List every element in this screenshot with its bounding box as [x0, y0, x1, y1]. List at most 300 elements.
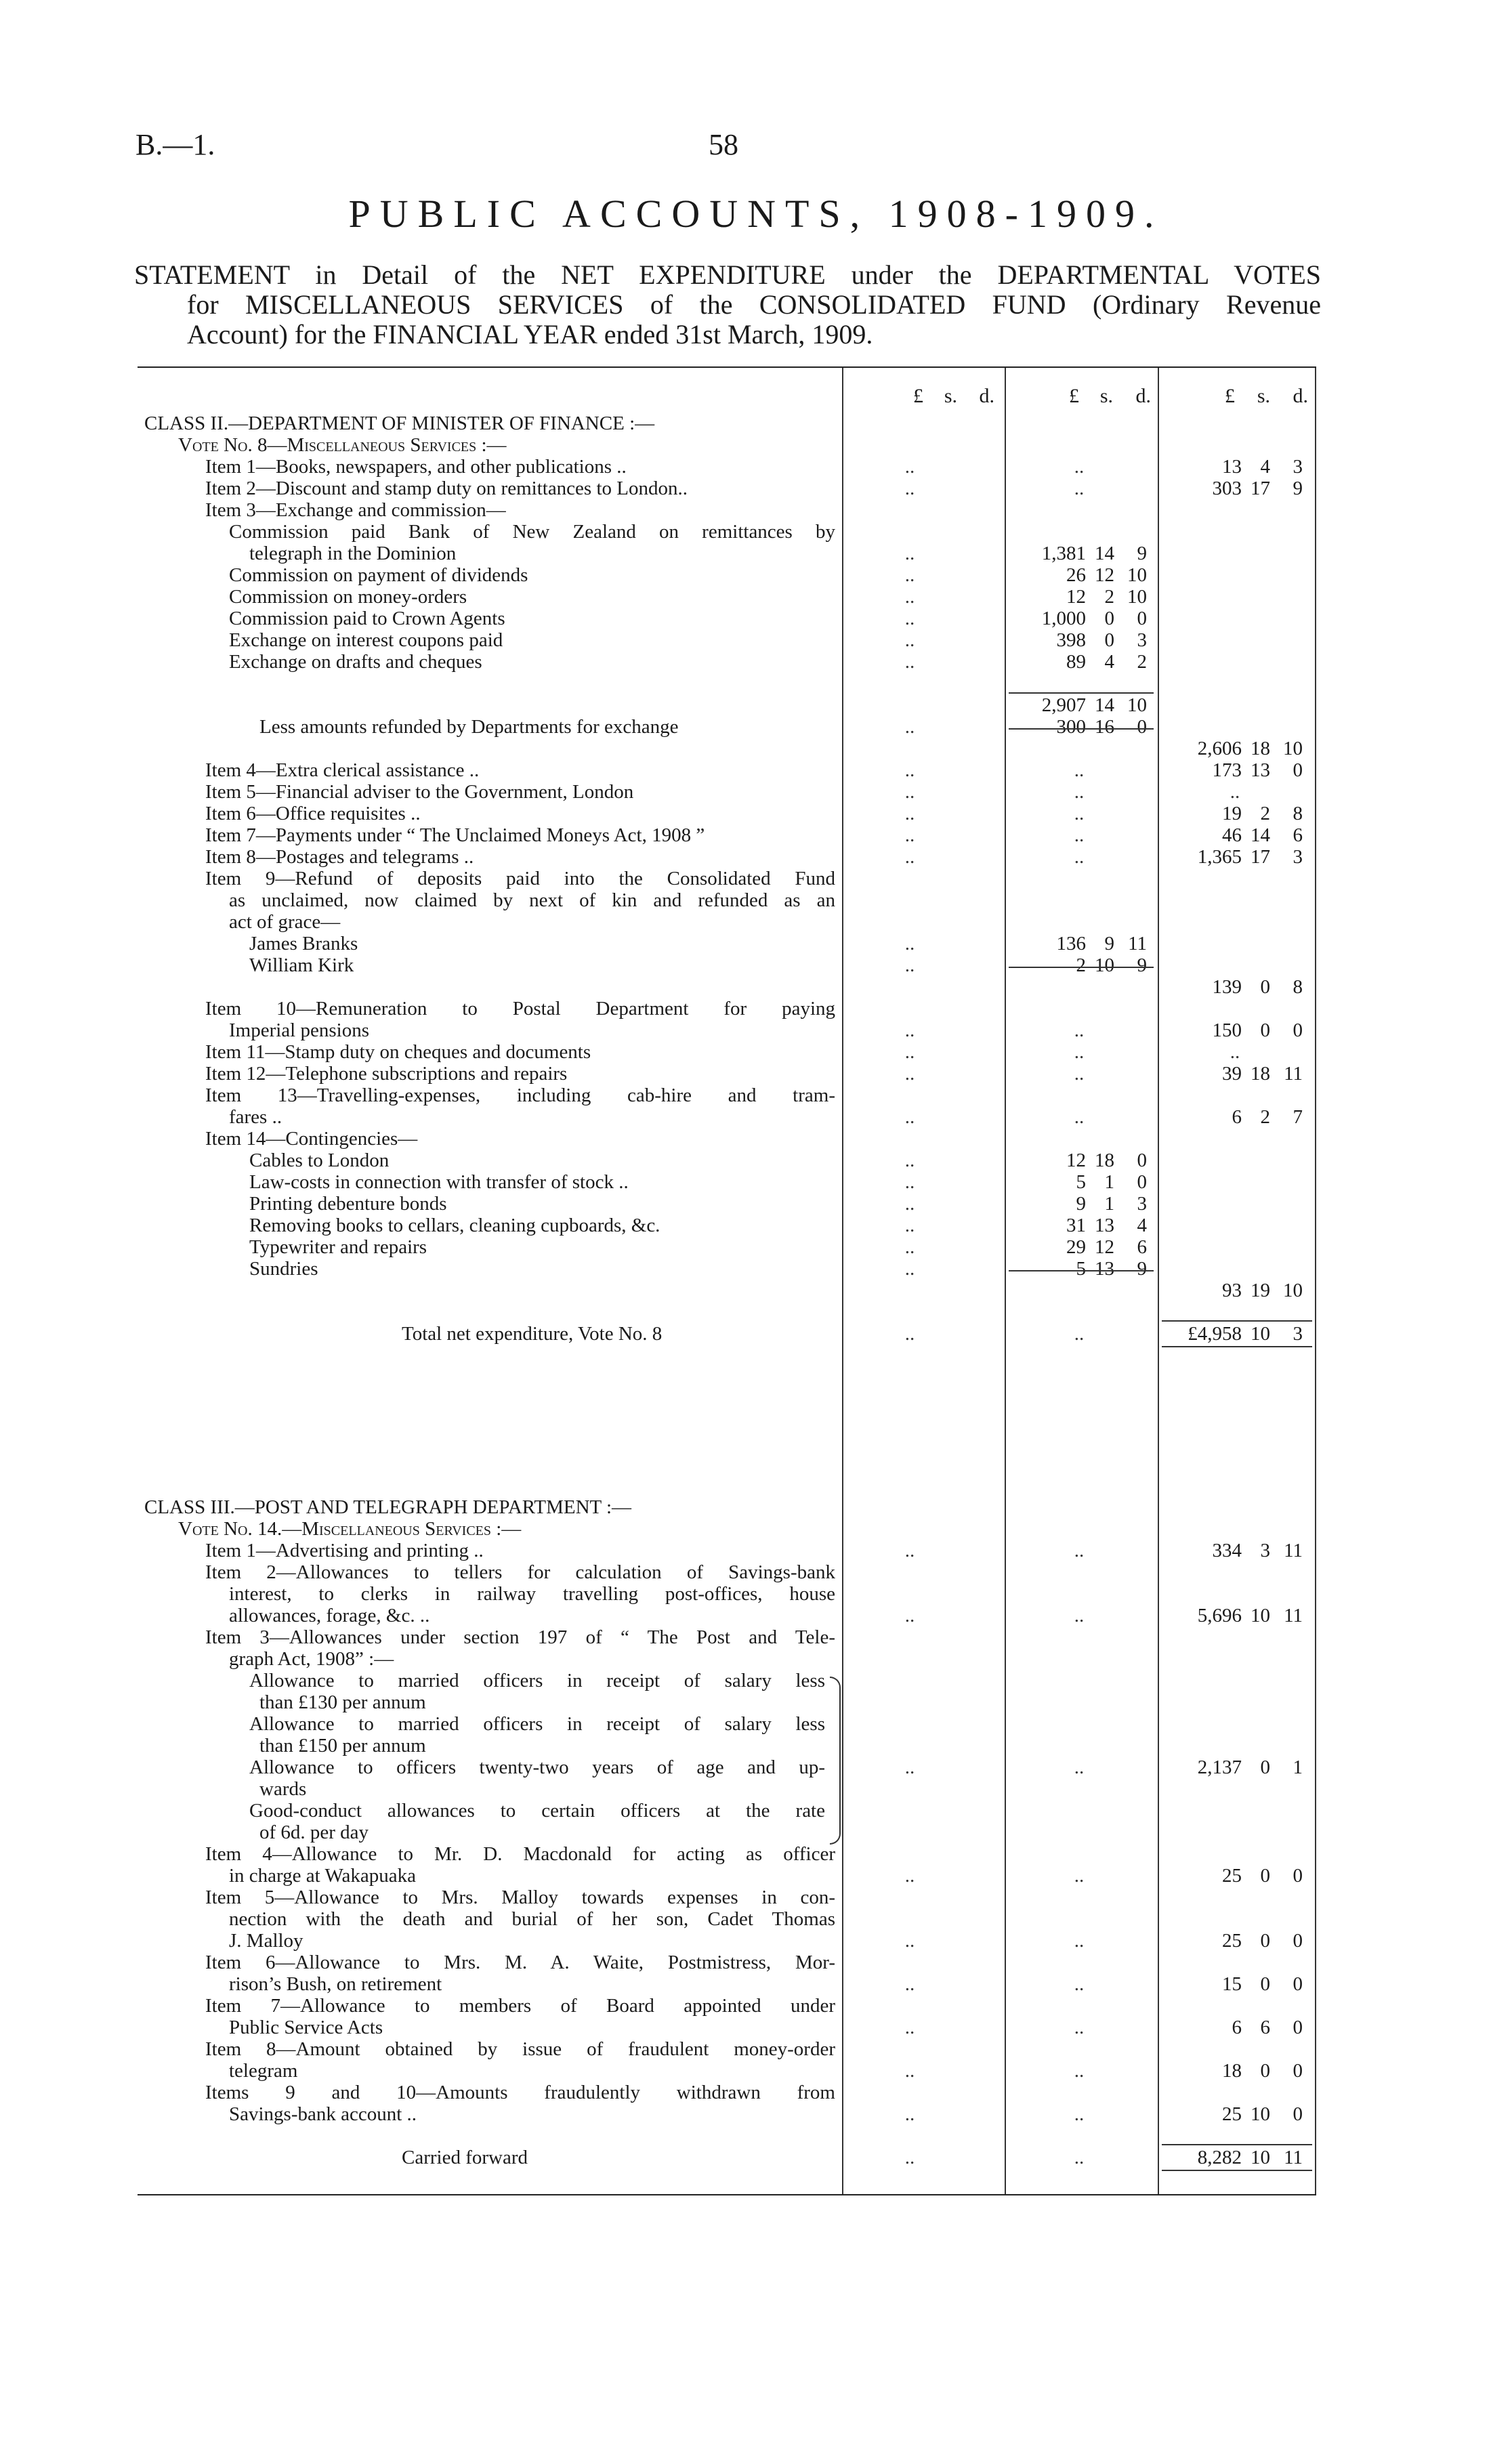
table-row: [138, 1973, 1316, 1995]
col3-amount-pence: 8: [1293, 803, 1303, 824]
row-description: Item 11—Stamp duty on cheques and documents: [205, 1041, 591, 1063]
table-row: [138, 976, 1316, 998]
col2-dots: ..: [1074, 1041, 1085, 1063]
row-description: Item 8—Postages and telegrams ..: [205, 846, 474, 868]
col2-amount-shilling: 12: [1095, 1236, 1114, 1258]
col2-amount-pence: 0: [1137, 1150, 1147, 1171]
col3-amount-shilling: 4: [1260, 456, 1270, 478]
row-description: Less amounts refunded by Departments for exchange: [259, 716, 679, 738]
statement-line-1: STATEMENT in Detail of the NET EXPENDITURE under the DEPARTMENTAL VOTES: [134, 259, 1321, 290]
row-description: telegram: [229, 2060, 298, 2082]
col3-amount-shilling: 2: [1260, 1106, 1270, 1128]
table-row: [138, 694, 1316, 716]
col3-amount-pence: 0: [1293, 2060, 1303, 2082]
col2-amount-pence: 10: [1127, 586, 1147, 608]
table-row: [138, 1518, 1316, 1540]
col2-amount-pound: 89: [1066, 651, 1086, 673]
table-row: [138, 759, 1316, 781]
row-description: Item 12—Telephone subscriptions and repairs: [205, 1063, 568, 1085]
col3-amount-pence: 0: [1293, 1019, 1303, 1041]
col2-dots: ..: [1074, 1540, 1085, 1561]
table-row: [138, 889, 1316, 911]
row-description: William Kirk: [249, 954, 354, 976]
table-row: [138, 2017, 1316, 2038]
statement-heading: [134, 260, 1321, 350]
row-description: Typewriter and repairs: [249, 1236, 427, 1258]
table-row: [138, 521, 1316, 543]
row-description: Exchange on interest coupons paid: [229, 629, 503, 651]
page-title: PUBLIC ACCOUNTS, 1908-1909.: [348, 192, 1164, 236]
table-row: [138, 434, 1316, 456]
table-row: [138, 1496, 1316, 1518]
col3-amount-shilling: 0: [1260, 1757, 1270, 1778]
col1-dots: ..: [904, 1930, 915, 1952]
col2-amount-pound: 26: [1066, 564, 1086, 586]
row-description: Item 10—Remuneration to Postal Department for paying: [205, 998, 835, 1019]
table-row: [138, 1128, 1316, 1150]
col3-dots: ..: [1230, 781, 1240, 803]
col2-amount-shilling: 16: [1095, 716, 1114, 738]
row-description: telegraph in the Dominion: [249, 543, 457, 564]
row-description: Allowance to officers twenty-two years of age and up-: [249, 1757, 825, 1778]
col1-dots: ..: [904, 456, 915, 478]
table-row: [138, 1561, 1316, 1583]
table-row: [138, 1431, 1316, 1453]
col1-dots: ..: [904, 1973, 915, 1995]
subtotal-rule: [1009, 728, 1154, 730]
col1-dots: ..: [904, 586, 915, 608]
row-description: Commission on money-orders: [229, 586, 467, 608]
col3-amount-shilling: 17: [1251, 478, 1270, 499]
table-row: [138, 1800, 1316, 1822]
col1-dots: ..: [904, 2103, 915, 2125]
col3-amount-pound: 139: [1212, 976, 1242, 998]
row-description: Law-costs in connection with transfer of stock ..: [249, 1171, 629, 1193]
col2-dots: ..: [1074, 759, 1085, 781]
col3-amount-pence: 0: [1293, 2017, 1303, 2038]
table-row: [138, 1626, 1316, 1648]
statement-line-3: Account) for the FINANCIAL YEAR ended 31st March, 1909.: [187, 319, 873, 350]
table-row: [138, 651, 1316, 673]
table-row: [138, 1778, 1316, 1800]
col2-amount-pence: 9: [1137, 1258, 1147, 1280]
col2-shilling-header: s.: [1099, 385, 1113, 407]
col3-amount-pence: 0: [1293, 759, 1303, 781]
col3-amount-pound: 5,696: [1197, 1605, 1242, 1626]
col2-amount-pence: 0: [1137, 716, 1147, 738]
col2-amount-pence: 9: [1137, 543, 1147, 564]
table-row: [138, 911, 1316, 933]
col3-amount-shilling: 10: [1251, 2103, 1270, 2125]
row-description: Item 14—Contingencies—: [205, 1128, 418, 1150]
col1-dots: ..: [904, 2147, 915, 2168]
row-description: Item 1—Advertising and printing ..: [205, 1540, 484, 1561]
table-row: [138, 1301, 1316, 1323]
col1-dots: ..: [904, 1150, 915, 1171]
col1-dots: ..: [904, 1215, 915, 1236]
col2-amount-pound: 2: [1076, 954, 1086, 976]
col2-amount-shilling: 4: [1104, 651, 1114, 673]
col3-amount-shilling: 0: [1260, 1930, 1270, 1952]
col2-dots: ..: [1074, 2017, 1085, 2038]
row-description: Cables to London: [249, 1150, 390, 1171]
col2-dots: ..: [1074, 456, 1085, 478]
col3-amount-pound: 2,606: [1197, 738, 1242, 759]
table-row: [138, 478, 1316, 499]
row-description: Removing books to cellars, cleaning cupboards, &c.: [249, 1215, 660, 1236]
col3-amount-pence: 3: [1293, 456, 1303, 478]
col2-amount-shilling: 0: [1104, 608, 1114, 629]
col3-amount-pence: 9: [1293, 478, 1303, 499]
row-description: Item 5—Financial adviser to the Government, London: [205, 781, 634, 803]
row-description: Total net expenditure, Vote No. 8: [402, 1323, 663, 1345]
col2-amount-shilling: 1: [1104, 1171, 1114, 1193]
col3-amount-pence: 10: [1283, 1280, 1303, 1301]
col1-dots: ..: [904, 629, 915, 651]
table-row: [138, 1540, 1316, 1561]
row-description: Allowance to married officers in receipt of salary less: [249, 1670, 825, 1691]
col2-dots: ..: [1074, 1757, 1085, 1778]
col3-amount-pound: 18: [1222, 2060, 1242, 2082]
col3-amount-pence: 7: [1293, 1106, 1303, 1128]
row-description: Item 4—Extra clerical assistance ..: [205, 759, 480, 781]
table-row: [138, 2038, 1316, 2060]
row-description: Item 2—Allowances to tellers for calculation of Savings-bank: [205, 1561, 835, 1583]
col3-shilling-header: s.: [1257, 385, 1270, 407]
col1-dots: ..: [904, 608, 915, 629]
col2-pound-header: £: [1069, 385, 1079, 407]
col1-dots: ..: [904, 1193, 915, 1215]
col3-amount-shilling: 0: [1260, 2060, 1270, 2082]
col3-amount-pound: 15: [1222, 1973, 1242, 1995]
table-row: [138, 1063, 1316, 1085]
col1-dots: ..: [904, 846, 915, 868]
col3-amount-shilling: 3: [1260, 1540, 1270, 1561]
row-description: Items 9 and 10—Amounts fraudulently withdrawn from: [205, 2082, 835, 2103]
col2-dots: ..: [1074, 1930, 1085, 1952]
col2-amount-shilling: 9: [1104, 933, 1114, 954]
col1-dots: ..: [904, 1258, 915, 1280]
col2-amount-pence: 2: [1137, 651, 1147, 673]
row-description: fares ..: [229, 1106, 282, 1128]
col1-pence-header: d.: [979, 385, 994, 407]
col2-amount-shilling: 0: [1104, 629, 1114, 651]
col3-amount-pound: 93: [1222, 1280, 1242, 1301]
col3-amount-pound: 334: [1212, 1540, 1242, 1561]
col2-dots: ..: [1074, 478, 1085, 499]
col1-dots: ..: [904, 1106, 915, 1128]
col1-dots: ..: [904, 1063, 915, 1085]
col3-amount-pound: 25: [1222, 1865, 1242, 1887]
column-header-row: [138, 385, 1316, 407]
table-row: [138, 543, 1316, 564]
col3-amount-shilling: 6: [1260, 2017, 1270, 2038]
col2-amount-pence: 10: [1127, 564, 1147, 586]
col2-amount-pound: 9: [1076, 1193, 1086, 1215]
col3-amount-shilling: 2: [1260, 803, 1270, 824]
row-description: Item 1—Books, newspapers, and other publications ..: [205, 456, 627, 478]
table-row: [138, 1735, 1316, 1757]
col2-amount-pence: 11: [1128, 933, 1147, 954]
table-row: [138, 456, 1316, 478]
table-row: [138, 1648, 1316, 1670]
col1-dots: ..: [904, 1540, 915, 1561]
table-row: [138, 1930, 1316, 1952]
table-row: [138, 954, 1316, 976]
col1-dots: ..: [904, 1757, 915, 1778]
row-description: of 6d. per day: [259, 1822, 369, 1843]
col2-amount-pound: 5: [1076, 1258, 1086, 1280]
col3-amount-pound: 6: [1232, 1106, 1242, 1128]
col1-shilling-header: s.: [944, 385, 957, 407]
col3-amount-shilling: 18: [1251, 738, 1270, 759]
col1-dots: ..: [904, 1041, 915, 1063]
col3-amount-pound: 8,282: [1197, 2147, 1242, 2168]
table-row: [138, 1388, 1316, 1410]
col2-dots: ..: [1074, 1865, 1085, 1887]
col1-dots: ..: [904, 824, 915, 846]
col1-dots: ..: [904, 933, 915, 954]
table-row: [138, 998, 1316, 1019]
table-row: [138, 824, 1316, 846]
row-description: Public Service Acts: [229, 2017, 383, 2038]
col2-amount-pence: 6: [1137, 1236, 1147, 1258]
col2-amount-pence: 3: [1137, 629, 1147, 651]
table-row: [138, 1410, 1316, 1431]
table-row: [138, 1952, 1316, 1973]
col3-amount-shilling: 18: [1251, 1063, 1270, 1085]
col2-amount-shilling: 18: [1095, 1150, 1114, 1171]
row-description: Item 3—Exchange and commission—: [205, 499, 506, 521]
table-row: [138, 716, 1316, 738]
table-row: [138, 1670, 1316, 1691]
row-description: Imperial pensions: [229, 1019, 369, 1041]
col3-amount-pound: 150: [1212, 1019, 1242, 1041]
table-row: [138, 1605, 1316, 1626]
col3-amount-pence: 0: [1293, 2103, 1303, 2125]
col3-amount-pound: 6: [1232, 2017, 1242, 2038]
row-description: Commission paid to Crown Agents: [229, 608, 505, 629]
total-rule: [1162, 2144, 1312, 2145]
col3-amount-pound: 13: [1222, 456, 1242, 478]
col2-dots: ..: [1074, 1605, 1085, 1626]
col3-amount-pence: 11: [1284, 2147, 1303, 2168]
row-description: nection with the death and burial of her son, Cadet Thomas: [229, 1908, 835, 1930]
col2-amount-pound: 1,381: [1041, 543, 1086, 564]
col2-dots: ..: [1074, 2103, 1085, 2125]
row-description: Carried forward: [402, 2147, 528, 2168]
subtotal-rule: [1009, 692, 1154, 694]
row-description: act of grace—: [229, 911, 341, 933]
table-row: [138, 1887, 1316, 1908]
table-row: [138, 1215, 1316, 1236]
col2-amount-shilling: 13: [1095, 1215, 1114, 1236]
table-row: [138, 1366, 1316, 1388]
row-description: allowances, forage, &c. ..: [229, 1605, 430, 1626]
col3-amount-pence: 8: [1293, 976, 1303, 998]
col2-amount-pound: 1,000: [1041, 608, 1086, 629]
col2-dots: ..: [1074, 1323, 1085, 1345]
col3-amount-pound: 173: [1212, 759, 1242, 781]
table-row: [138, 586, 1316, 608]
col2-amount-pence: 3: [1137, 1193, 1147, 1215]
col3-amount-shilling: 14: [1251, 824, 1270, 846]
table-row: [138, 1475, 1316, 1496]
table-row: [138, 2082, 1316, 2103]
table-row: [138, 1453, 1316, 1475]
col3-amount-pound: 39: [1222, 1063, 1242, 1085]
col3-amount-pence: 1: [1293, 1757, 1303, 1778]
row-description: Item 7—Payments under “ The Unclaimed Moneys Act, 1908 ”: [205, 824, 705, 846]
row-description: as unclaimed, now claimed by next of kin and refunded as an: [229, 889, 835, 911]
table-row: [138, 2103, 1316, 2125]
row-description: Item 5—Allowance to Mrs. Malloy towards expenses in con-: [205, 1887, 835, 1908]
col3-amount-shilling: 10: [1251, 2147, 1270, 2168]
col2-dots: ..: [1074, 824, 1085, 846]
table-row: [138, 2060, 1316, 2082]
col2-pence-header: d.: [1135, 385, 1151, 407]
col3-amount-pound: £4,958: [1188, 1323, 1242, 1345]
col2-amount-shilling: 1: [1104, 1193, 1114, 1215]
col3-amount-pound: 46: [1222, 824, 1242, 846]
table-row: [138, 1171, 1316, 1193]
table-row: [138, 1193, 1316, 1215]
row-description: Item 7—Allowance to members of Board appointed under: [205, 1995, 835, 2017]
table-row: [138, 1323, 1316, 1345]
col2-amount-pence: 4: [1137, 1215, 1147, 1236]
table-row: [138, 1691, 1316, 1713]
row-description: Item 3—Allowances under section 197 of “ The Post and Tele-: [205, 1626, 835, 1648]
row-description: James Branks: [249, 933, 358, 954]
col2-amount-pence: 9: [1137, 954, 1147, 976]
row-description: in charge at Wakapuaka: [229, 1865, 416, 1887]
row-description: Item 9—Refund of deposits paid into the Consolidated Fund: [205, 868, 835, 889]
col2-amount-pence: 0: [1137, 1171, 1147, 1193]
col2-amount-pence: 10: [1127, 694, 1147, 716]
col1-dots: ..: [904, 1323, 915, 1345]
row-description: than £130 per annum: [259, 1691, 426, 1713]
col2-dots: ..: [1074, 846, 1085, 868]
table-row: [138, 1865, 1316, 1887]
col1-dots: ..: [904, 716, 915, 738]
col2-dots: ..: [1074, 1973, 1085, 1995]
row-description: Vote No. 8—Miscellaneous Services :—: [178, 434, 507, 456]
table-row: [138, 499, 1316, 521]
col1-dots: ..: [904, 478, 915, 499]
table-row: [138, 629, 1316, 651]
row-description: Item 6—Allowance to Mrs. M. A. Waite, Postmistress, Mor-: [205, 1952, 835, 1973]
row-description: Commission on payment of dividends: [229, 564, 528, 586]
total-rule: [1162, 2170, 1312, 2171]
col2-dots: ..: [1074, 803, 1085, 824]
col3-amount-pence: 0: [1293, 1930, 1303, 1952]
col2-amount-shilling: 14: [1095, 694, 1114, 716]
col2-amount-pound: 5: [1076, 1171, 1086, 1193]
row-description: Item 13—Travelling-expenses, including cab-hire and tram-: [205, 1085, 835, 1106]
expenditure-table: [138, 366, 1316, 2195]
col3-amount-pound: 19: [1222, 803, 1242, 824]
col1-dots: ..: [904, 1019, 915, 1041]
document-code: B.—1.: [135, 128, 215, 161]
row-description: CLASS II.—DEPARTMENT OF MINISTER OF FINANCE :—: [144, 413, 655, 434]
col2-amount-shilling: 14: [1095, 543, 1114, 564]
page-number: 58: [709, 128, 738, 161]
table-row: [138, 2125, 1316, 2147]
col3-amount-shilling: 13: [1251, 759, 1270, 781]
subtotal-rule: [1009, 967, 1154, 968]
col3-amount-pence: 6: [1293, 824, 1303, 846]
table-row: [138, 1106, 1316, 1128]
table-row: [138, 1995, 1316, 2017]
row-description: Exchange on drafts and cheques: [229, 651, 482, 673]
col3-amount-pence: 3: [1293, 846, 1303, 868]
table-row: [138, 781, 1316, 803]
col2-amount-shilling: 2: [1104, 586, 1114, 608]
col3-amount-pence: 0: [1293, 1865, 1303, 1887]
col1-dots: ..: [904, 543, 915, 564]
row-description: Commission paid Bank of New Zealand on remittances by: [229, 521, 835, 543]
table-row: [138, 673, 1316, 694]
table-row: [138, 1843, 1316, 1865]
col3-amount-shilling: 0: [1260, 1973, 1270, 1995]
col2-dots: ..: [1074, 2147, 1085, 2168]
col3-amount-shilling: 0: [1260, 976, 1270, 998]
col2-dots: ..: [1074, 1106, 1085, 1128]
col1-dots: ..: [904, 1605, 915, 1626]
table-row: [138, 1822, 1316, 1843]
table-row: [138, 1085, 1316, 1106]
row-description: rison’s Bush, on retirement: [229, 1973, 442, 1995]
col2-amount-pound: 12: [1066, 1150, 1086, 1171]
table-row: [138, 1757, 1316, 1778]
col1-dots: ..: [904, 651, 915, 673]
col1-dots: ..: [904, 803, 915, 824]
col1-dots: ..: [904, 954, 915, 976]
col3-amount-pence: 11: [1284, 1063, 1303, 1085]
col1-dots: ..: [904, 1236, 915, 1258]
col3-amount-pound: 2,137: [1197, 1757, 1242, 1778]
row-description: Vote No. 14.—Miscellaneous Services :—: [178, 1518, 522, 1540]
col3-amount-shilling: 0: [1260, 1019, 1270, 1041]
col3-amount-pence: 11: [1284, 1540, 1303, 1561]
row-description: Item 2—Discount and stamp duty on remittances to London..: [205, 478, 688, 499]
col1-dots: ..: [904, 781, 915, 803]
table-row: [138, 933, 1316, 954]
col3-amount-pound: 25: [1222, 1930, 1242, 1952]
total-rule: [1162, 1320, 1312, 1322]
col2-amount-pound: 398: [1056, 629, 1086, 651]
table-row: [138, 1280, 1316, 1301]
table-row: [138, 413, 1316, 434]
col2-amount-pence: 0: [1137, 608, 1147, 629]
table-row: [138, 803, 1316, 824]
table-row: [138, 1345, 1316, 1366]
table-row: [138, 564, 1316, 586]
col3-amount-pound: 25: [1222, 2103, 1242, 2125]
col2-amount-pound: 136: [1056, 933, 1086, 954]
row-description: graph Act, 1908” :—: [229, 1648, 394, 1670]
col1-dots: ..: [904, 2060, 915, 2082]
subtotal-rule: [1009, 1270, 1154, 1271]
row-description: J. Malloy: [229, 1930, 303, 1952]
row-description: interest, to clerks in railway travelling post-offices, house: [229, 1583, 835, 1605]
col2-amount-shilling: 12: [1095, 564, 1114, 586]
col3-amount-shilling: 10: [1251, 1605, 1270, 1626]
table-row: [138, 608, 1316, 629]
row-description: Printing debenture bonds: [249, 1193, 447, 1215]
col3-dots: ..: [1230, 1041, 1240, 1063]
row-description: than £150 per annum: [259, 1735, 426, 1757]
